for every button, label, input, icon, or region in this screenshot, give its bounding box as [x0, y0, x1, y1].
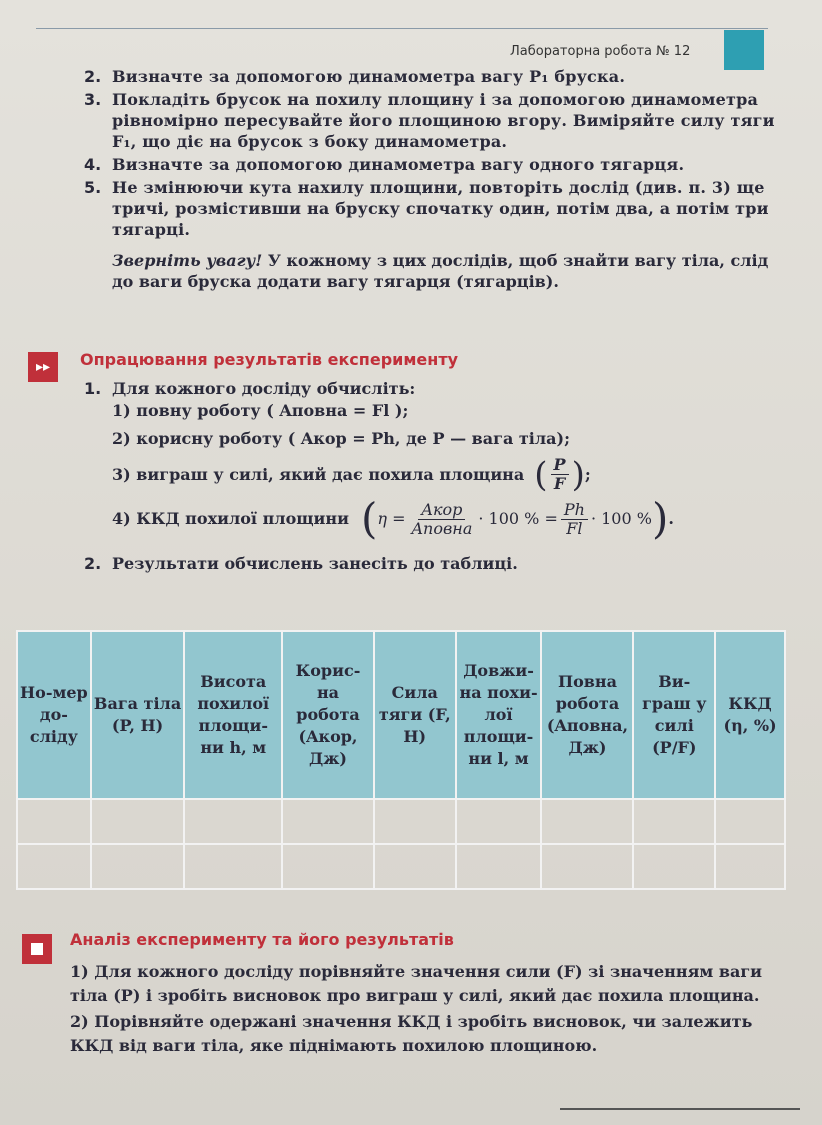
fast-forward-icon: ▸▸ — [28, 352, 58, 382]
table-row — [17, 799, 785, 844]
col-header: Висота похилої площи-ни h, м — [184, 631, 282, 799]
col-header: Довжи-на похи-лої площи-ни l, м — [456, 631, 542, 799]
note-text: У кожному з цих дослідів, щоб знайти вагу тіла, слід до ваги бруска додати вагу тягарця (тягарців). — [112, 251, 769, 291]
table-cell[interactable] — [184, 799, 282, 844]
formula-efficiency: 4) ККД похилої площини ( η = $\frac{\text{Aкор}}{\text{Aповна}}$ · 100 % = $\frac{Ph}{Fl}$ · 100 % ) . — [112, 494, 674, 543]
step-text: Визначте за допомогою динамометра вагу P₁ бруска. — [112, 67, 626, 86]
formula-force-gain: 3) виграш у силі, який дає похила площина ( $\frac{P}{F}$ ) ; — [112, 454, 591, 495]
table-cell[interactable] — [715, 844, 785, 889]
processing-title: Опрацювання результатів експерименту — [80, 350, 459, 369]
times-100-eq: · 100 % = — [478, 509, 558, 528]
paren-left: ( — [534, 454, 548, 495]
note-lead: Зверніть увагу! — [112, 251, 263, 270]
stop-square-icon — [22, 934, 52, 964]
fraction-p-f — [551, 456, 569, 493]
denominator: Aповна — [411, 518, 473, 538]
numerator: Ph — [561, 501, 588, 520]
attention-note — [112, 250, 784, 292]
col-header: Повна робота (Aповна, Дж) — [541, 631, 633, 799]
table-cell[interactable] — [456, 799, 542, 844]
paren-right: ) — [571, 454, 585, 495]
running-head: Лабораторна робота № 12 — [510, 44, 691, 59]
table-header-row — [17, 631, 785, 799]
bottom-rule — [560, 1108, 800, 1110]
formula-useful-work: 2) корисну роботу ( Aкор = Ph, де P — вага тіла); — [112, 429, 570, 448]
fraction-work — [408, 501, 475, 538]
item-text: Результати обчислень занесіть до таблиці. — [112, 554, 518, 573]
eta-symbol: η = — [377, 509, 406, 528]
procedure-steps — [84, 66, 784, 292]
processing-item-2 — [84, 553, 784, 575]
table-cell[interactable] — [715, 799, 785, 844]
step-number: 3. — [84, 90, 102, 109]
formula-full-work: 1) повну роботу ( Aповна = Fl ); — [112, 401, 409, 420]
processing-section — [84, 378, 784, 575]
results-table — [16, 630, 786, 890]
analysis-item: 1) Для кожного досліду порівняйте значення сили (F) зі значенням ваги тіла (P) і зробіть висновок про виграш у силі, який дає похила площина. — [70, 962, 763, 1005]
col-header: Сила тяги (F, Н) — [374, 631, 456, 799]
force-gain-text: 3) виграш у силі, який дає похила площина — [112, 464, 525, 484]
item-number: 2. — [84, 554, 102, 573]
efficiency-text: 4) ККД похилої площини — [112, 509, 349, 528]
step-text: Не змінюючи кута нахилу площини, повторіть дослід (див. п. 3) ще тричі, розмістивши на бруску спочатку один, потім два, а потім три тягарці. — [112, 178, 769, 239]
table-cell[interactable] — [633, 799, 715, 844]
paren-right: ) — [651, 494, 669, 543]
col-header: Вага тіла (P, Н) — [91, 631, 185, 799]
step-item — [84, 154, 784, 175]
col-header: Но-мер до-сліду — [17, 631, 91, 799]
table-cell[interactable] — [184, 844, 282, 889]
step-text: Визначте за допомогою динамометра вагу одного тягарця. — [112, 155, 685, 174]
step-item — [84, 66, 784, 87]
table-cell[interactable] — [456, 844, 542, 889]
processing-item-1 — [84, 378, 784, 400]
table-cell[interactable] — [91, 844, 185, 889]
item-text: Для кожного досліду обчисліть: — [112, 379, 416, 398]
table-cell[interactable] — [17, 844, 91, 889]
fraction-ph-fl — [561, 501, 588, 538]
table-cell[interactable] — [91, 799, 185, 844]
numerator: Aкор — [418, 501, 465, 520]
table-cell[interactable] — [374, 844, 456, 889]
table-row — [17, 844, 785, 889]
step-item — [84, 177, 784, 240]
step-number: 4. — [84, 155, 102, 174]
item-number: 1. — [84, 379, 102, 398]
col-header: Корис-на робота (Aкор, Дж) — [282, 631, 374, 799]
table-cell[interactable] — [282, 844, 374, 889]
table-cell[interactable] — [17, 799, 91, 844]
analysis-item: 2) Порівняйте одержані значення ККД і зробіть висновок, чи залежить ККД від ваги тіла, яке піднімають похилою площиною. — [70, 1012, 753, 1055]
analysis-section — [70, 960, 800, 1058]
step-item — [84, 89, 784, 152]
numerator: P — [551, 456, 569, 475]
paren-left: ( — [361, 494, 378, 543]
denominator: Fl — [566, 518, 583, 538]
times-100: · 100 % — [590, 509, 652, 528]
table-cell[interactable] — [541, 844, 633, 889]
header-line — [36, 28, 768, 29]
step-number: 5. — [84, 178, 102, 197]
denominator: F — [553, 474, 566, 493]
table-cell[interactable] — [374, 799, 456, 844]
step-text: Покладіть брусок на похилу площину і за допомогою динамометра рівномірно пересувайте його площиною вгору. Виміряйте силу тяги F₁, що діє на брусок з боку динамометра. — [112, 90, 775, 151]
analysis-title: Аналіз експерименту та його результатів — [70, 930, 454, 949]
col-header: ККД (η, %) — [715, 631, 785, 799]
table-cell[interactable] — [282, 799, 374, 844]
col-header: Ви-граш у силі (P/F) — [633, 631, 715, 799]
table-cell[interactable] — [541, 799, 633, 844]
step-number: 2. — [84, 67, 102, 86]
corner-tab — [724, 30, 764, 70]
table-cell[interactable] — [633, 844, 715, 889]
